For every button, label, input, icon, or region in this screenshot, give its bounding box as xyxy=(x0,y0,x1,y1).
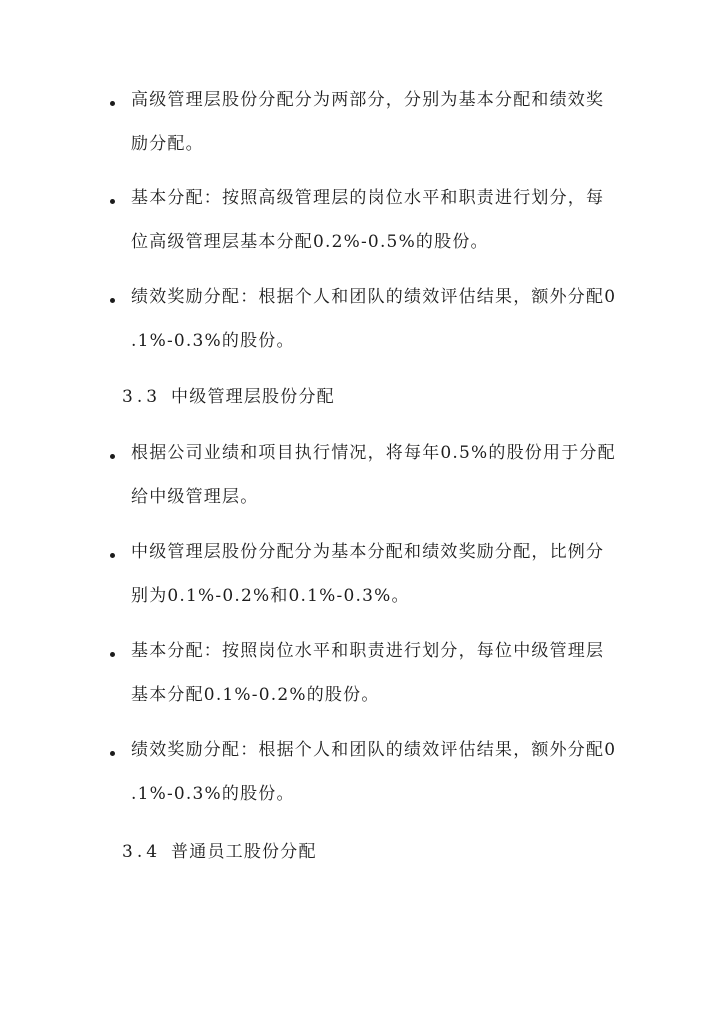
list-item-text-line: 位高级管理层基本分配0.2%-0.5%的股份。 xyxy=(131,232,489,252)
list-item-text-line: 别为0.1%-0.2%和0.1%-0.3%。 xyxy=(131,586,410,606)
list-item-text-line: 绩效奖励分配：根据个人和团队的绩效评估结果，额外分配0 xyxy=(131,740,617,760)
list-item-text-line: 给中级管理层。 xyxy=(131,487,259,507)
section-title: 中级管理层股份分配 xyxy=(171,387,335,407)
list-item-text-line: 基本分配：按照岗位水平和职责进行划分，每位中级管理层 xyxy=(131,641,605,661)
list-item-text-line: 基本分配0.1%-0.2%的股份。 xyxy=(131,685,380,705)
list-item-text-line: 基本分配：按照高级管理层的岗位水平和职责进行划分，每 xyxy=(131,188,605,208)
list-item-text-line: .1%-0.3%的股份。 xyxy=(131,331,295,351)
list-item-text-line: 励分配。 xyxy=(131,134,204,154)
bullet-dot-icon xyxy=(110,298,115,303)
bullet-dot-icon xyxy=(110,553,115,558)
list-item-text-line: .1%-0.3%的股份。 xyxy=(131,784,295,804)
section-heading xyxy=(122,840,317,864)
section-number: 3.3 xyxy=(122,387,162,407)
bullet-dot-icon xyxy=(110,101,115,106)
bullet-dot-icon xyxy=(110,454,115,459)
section-title: 普通员工股份分配 xyxy=(171,842,317,862)
bullet-dot-icon xyxy=(110,751,115,756)
section-heading xyxy=(122,385,335,409)
list-item-text-line: 高级管理层股份分配分为两部分，分别为基本分配和绩效奖 xyxy=(131,90,605,110)
list-item-text-line: 根据公司业绩和项目执行情况，将每年0.5%的股份用于分配 xyxy=(131,443,616,463)
section-number: 3.4 xyxy=(122,842,162,862)
list-item-text-line: 中级管理层股份分配分为基本分配和绩效奖励分配，比例分 xyxy=(131,542,605,562)
bullet-dot-icon xyxy=(110,199,115,204)
bullet-dot-icon xyxy=(110,652,115,657)
list-item-text-line: 绩效奖励分配：根据个人和团队的绩效评估结果，额外分配0 xyxy=(131,287,617,307)
